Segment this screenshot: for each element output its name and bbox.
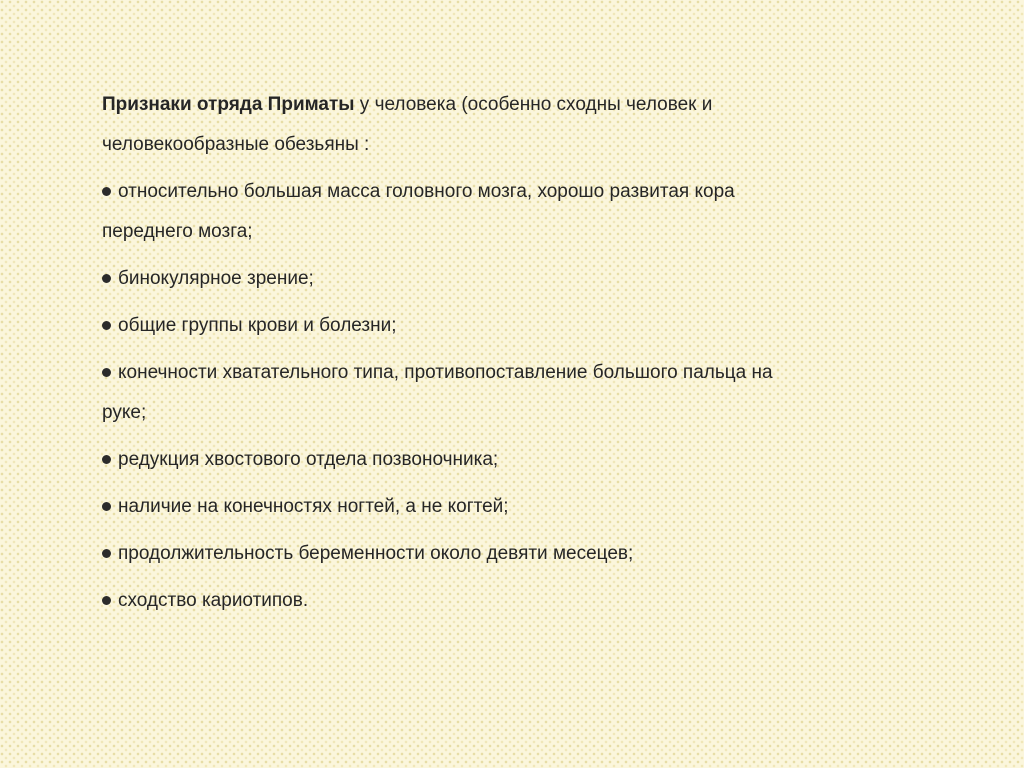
- list-item: [102, 581, 822, 621]
- list-item: [102, 259, 822, 299]
- list-item-text: относительно большая масса головного мозга, хорошо развитая кора переднего мозга;: [102, 181, 735, 242]
- bullet-icon: [102, 368, 111, 377]
- list-item-text: продолжительность беременности около девяти месецев;: [118, 543, 634, 564]
- bullet-icon: [102, 455, 111, 464]
- list-item: [102, 534, 822, 574]
- intro-heading: Признаки отряда Приматы: [102, 94, 355, 115]
- bullet-icon: [102, 549, 111, 558]
- list-item: [102, 306, 822, 346]
- list-item-text: бинокулярное зрение;: [118, 268, 314, 289]
- list-item-text: сходство кариотипов.: [118, 590, 309, 611]
- list-item-text: конечности хватательного типа, противопоставление большого пальца на руке;: [102, 362, 773, 423]
- bullet-icon: [102, 321, 111, 330]
- list-item-text: редукция хвостового отдела позвоночника;: [118, 449, 499, 470]
- traits-list: [102, 172, 822, 621]
- bullet-icon: [102, 187, 111, 196]
- list-item: [102, 440, 822, 480]
- bullet-icon: [102, 596, 111, 605]
- slide-content: [102, 85, 822, 621]
- intro-text: у человека (особенно сходны человек и человекообразные обезьяны :: [102, 94, 713, 155]
- list-item: [102, 353, 822, 433]
- bullet-icon: [102, 274, 111, 283]
- list-item: [102, 172, 822, 252]
- list-item: [102, 487, 822, 527]
- bullet-icon: [102, 502, 111, 511]
- intro-paragraph: [102, 85, 822, 165]
- list-item-text: наличие на конечностях ногтей, а не когтей;: [118, 496, 509, 517]
- list-item-text: общие группы крови и болезни;: [118, 315, 397, 336]
